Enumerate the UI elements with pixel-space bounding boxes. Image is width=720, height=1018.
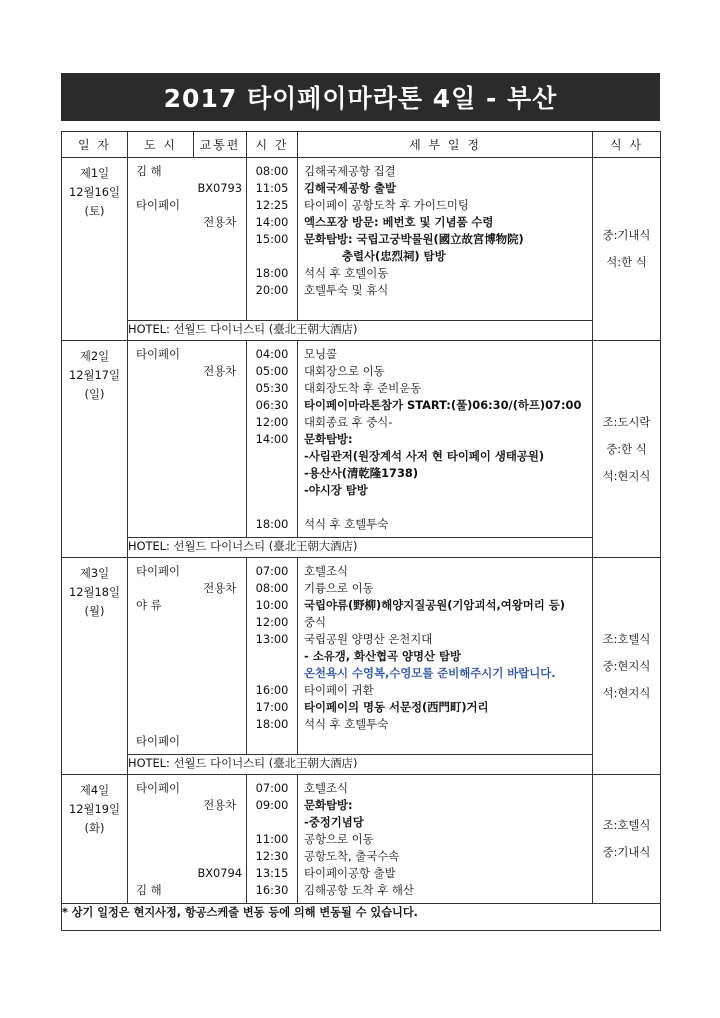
cell-line: 05:30: [255, 381, 289, 395]
city-cell: [128, 558, 194, 755]
detail-line: 대회장도착 후 준비운동: [304, 381, 422, 395]
cell-line: [128, 665, 194, 682]
cell-line: [128, 631, 194, 648]
cell-line: 11:00: [255, 832, 289, 846]
detail-line: 석식 후 호텔투숙: [304, 517, 389, 531]
time-cell: [247, 158, 298, 321]
cell-line: 12:30: [255, 849, 289, 863]
cell-line: 13:00: [255, 632, 289, 646]
transport-cell: [194, 775, 247, 904]
cell-line: 16:30: [255, 883, 289, 897]
meal-item: 조:도시락: [602, 414, 651, 429]
cell-line: 13:15: [255, 866, 289, 880]
cell-line: [247, 248, 297, 265]
day-label-line: 12월17일: [69, 368, 120, 382]
cell-line: [194, 197, 247, 214]
header-city: 도 시: [128, 132, 194, 158]
detail-line: 문화탐방:: [304, 798, 353, 812]
cell-line: [194, 848, 247, 865]
day-label-line: 제2일: [79, 349, 110, 363]
day-label: [62, 558, 128, 775]
cell-line: 20:00: [255, 283, 289, 297]
detail-cell: [298, 158, 593, 321]
meal-cell: [593, 558, 661, 775]
day-label-line: 12월19일: [69, 802, 120, 816]
cell-line: 타이페이: [136, 734, 181, 748]
day-label: [62, 341, 128, 558]
cell-line: 전용차: [203, 215, 237, 229]
cell-line: BX0793: [197, 181, 243, 195]
detail-line: 호텔투숙 및 휴식: [304, 283, 389, 297]
hotel-info: HOTEL: 선월드 다이너스티 (臺北王朝大酒店): [128, 538, 593, 558]
detail-line: 대회장으로 이동: [304, 364, 385, 378]
meal-item: 석:한 식: [606, 255, 647, 269]
cell-line: [128, 282, 194, 299]
detail-line: 공항도착, 출국수속: [304, 849, 400, 863]
hotel-info: HOTEL: 선월드 다이너스티 (臺北王朝大酒店): [128, 321, 593, 341]
cell-line: [128, 716, 194, 733]
meal-cell: [593, 775, 661, 904]
detail-line: 타이페이 공항도착 후 가이드미팅: [304, 198, 469, 212]
cell-line: 12:00: [255, 615, 289, 629]
day-label-line: 제1일: [79, 166, 110, 180]
footnote-row: [62, 904, 661, 931]
day-label-line: 12월18일: [69, 585, 120, 599]
cell-line: [247, 482, 297, 499]
cell-line: 15:00: [255, 232, 289, 246]
cell-line: [247, 448, 297, 465]
meal-item: 중:기내식: [602, 228, 651, 242]
cell-line: [194, 248, 247, 265]
day-row: [62, 341, 661, 538]
cell-line: 14:00: [255, 432, 289, 446]
cell-line: [194, 814, 247, 831]
cell-line: [128, 231, 194, 248]
detail-line: 김해공항 도착 후 해산: [304, 883, 414, 897]
cell-line: 18:00: [255, 717, 289, 731]
day-row: [62, 775, 661, 904]
detail-line: 모닝콜: [304, 347, 338, 361]
footnote: * 상기 일정은 현지사정, 항공스케줄 변동 등에 의해 변동될 수 있습니다.: [62, 904, 661, 931]
detail-line: - 소유갱, 화산협곡 양명산 탐방: [304, 649, 461, 663]
cell-line: [194, 265, 247, 282]
cell-line: 김 해: [136, 883, 162, 897]
day-label-line: 제3일: [79, 566, 110, 580]
detail-line: 중식: [304, 615, 327, 629]
detail-line: 문화탐방: 국립고궁박물원(國立故宮博物院): [304, 232, 524, 246]
cell-line: 전용차: [203, 364, 237, 378]
transport-cell: [194, 158, 247, 321]
day-label-line: (월): [84, 604, 105, 618]
cell-line: [194, 780, 247, 797]
header-transport: 교통편: [194, 132, 247, 158]
cell-line: 07:00: [255, 564, 289, 578]
cell-line: BX0794: [197, 866, 243, 880]
header-time: 시 간: [247, 132, 298, 158]
detail-line: 석식 후 호텔이동: [304, 266, 389, 280]
cell-line: [194, 831, 247, 848]
cell-line: 08:00: [255, 164, 289, 178]
day-label-line: 12월16일: [69, 185, 120, 199]
cell-line: [128, 699, 194, 716]
meal-item: 석:현지식: [602, 468, 651, 483]
cell-line: [128, 214, 194, 231]
itinerary-table: [61, 131, 661, 931]
cell-line: 타이페이: [136, 198, 181, 212]
header-date: 일 자: [62, 132, 128, 158]
cell-line: [128, 831, 194, 848]
detail-cell: [298, 775, 593, 904]
cell-line: 12:00: [255, 415, 289, 429]
detail-cell: [298, 558, 593, 755]
city-cell: [128, 158, 194, 321]
detail-line: 엑스포장 방문: 베번호 및 기념품 수령: [304, 215, 494, 229]
cell-line: [128, 248, 194, 265]
cell-line: [247, 499, 297, 516]
cell-line: 전용차: [203, 798, 237, 812]
header-meal: 식 사: [593, 132, 661, 158]
cell-line: 04:00: [255, 347, 289, 361]
hotel-row: [62, 755, 661, 775]
cell-line: 야 류: [136, 598, 162, 612]
city-cell: [128, 341, 194, 538]
cell-line: 08:00: [255, 581, 289, 595]
meal-item: 중:기내식: [602, 845, 651, 859]
meal-item: 조:호텔식: [602, 818, 651, 832]
cell-line: 김 해: [136, 164, 162, 178]
cell-line: [247, 648, 297, 665]
detail-line: 타이페이마라톤참가 START:(풀)06:30/(하프)07:00: [304, 398, 582, 412]
detail-cell: [298, 341, 593, 538]
time-cell: [247, 558, 298, 755]
meal-cell: [593, 341, 661, 558]
time-cell: [247, 341, 298, 538]
detail-line: 호텔조식: [304, 781, 349, 795]
meal-item: 중:현지식: [602, 658, 651, 673]
detail-line: 타이페이공항 출발: [304, 866, 396, 880]
cell-line: [128, 682, 194, 699]
day-label-line: (일): [84, 387, 105, 401]
cell-line: 18:00: [255, 517, 289, 531]
cell-line: [128, 180, 194, 197]
detail-line: 충렬사(忠烈祠) 탐방: [342, 249, 446, 263]
table-header-row: [62, 132, 661, 158]
transport-cell: [194, 558, 247, 755]
detail-line: 타이페이 귀환: [304, 683, 374, 697]
cell-line: [194, 346, 247, 363]
cell-line: [128, 848, 194, 865]
header-detail: 세 부 일 정: [298, 132, 593, 158]
detail-line: 국립공원 양명산 온천지대: [304, 632, 433, 646]
day-label: [62, 775, 128, 904]
detail-line: 온천욕시 수영복,수영모를 준비해주시기 바랍니다.: [304, 666, 556, 680]
day-label-line: 제4일: [79, 783, 110, 797]
detail-line: -야시장 탐방: [304, 483, 368, 497]
cell-line: [247, 465, 297, 482]
detail-line: 호텔조식: [304, 564, 349, 578]
hotel-row: [62, 321, 661, 341]
cell-line: [247, 814, 297, 831]
cell-line: 11:05: [255, 181, 289, 195]
page-title: 2017 타이페이마라톤 4일 - 부산: [61, 73, 660, 121]
cell-line: 12:25: [255, 198, 289, 212]
detail-line: 대회종료 후 중식-: [304, 415, 393, 429]
meal-item: 석:현지식: [602, 685, 651, 700]
cell-line: [128, 865, 194, 882]
day-row: [62, 558, 661, 755]
transport-cell: [194, 341, 247, 538]
detail-line: [298, 499, 592, 516]
detail-line: -중정기념당: [304, 815, 364, 829]
cell-line: [128, 580, 194, 597]
cell-line: [128, 797, 194, 814]
cell-line: 06:30: [255, 398, 289, 412]
cell-line: 타이페이: [136, 781, 181, 795]
hotel-info: HOTEL: 선월드 다이너스티 (臺北王朝大酒店): [128, 755, 593, 775]
meal-cell: [593, 158, 661, 341]
detail-line: 문화탐방:: [304, 432, 353, 446]
day-row: [62, 158, 661, 321]
cell-line: [194, 563, 247, 580]
cell-line: 10:00: [255, 598, 289, 612]
detail-line: 국립야류(野柳)해양지질공원(기암괴석,여왕머리 등): [304, 598, 565, 612]
cell-line: [128, 265, 194, 282]
cell-line: 05:00: [255, 364, 289, 378]
cell-line: [247, 665, 297, 682]
cell-line: [194, 282, 247, 299]
cell-line: 18:00: [255, 266, 289, 280]
detail-line: 김해국제공항 출발: [304, 181, 396, 195]
cell-line: 타이페이: [136, 347, 181, 361]
cell-line: [194, 231, 247, 248]
day-label: [62, 158, 128, 341]
cell-line: 전용차: [203, 581, 237, 595]
detail-line: 김해국제공항 집결: [304, 164, 396, 178]
detail-line: 기륭으로 이동: [304, 581, 374, 595]
cell-line: [128, 814, 194, 831]
time-cell: [247, 775, 298, 904]
detail-line: 석식 후 호텔투숙: [304, 717, 389, 731]
cell-line: 07:00: [255, 781, 289, 795]
cell-line: [194, 882, 247, 899]
cell-line: [194, 163, 247, 180]
cell-line: 09:00: [255, 798, 289, 812]
detail-line: 공항으로 이동: [304, 832, 374, 846]
day-label-line: (토): [84, 204, 105, 218]
city-cell: [128, 775, 194, 904]
cell-line: 17:00: [255, 700, 289, 714]
detail-line: 타이페이의 명동 서문정(西門町)거리: [304, 700, 489, 714]
cell-line: [128, 648, 194, 665]
cell-line: 16:00: [255, 683, 289, 697]
cell-line: [128, 299, 194, 316]
cell-line: 14:00: [255, 215, 289, 229]
meal-item: 조:호텔식: [602, 631, 651, 646]
cell-line: [194, 299, 247, 316]
cell-line: 타이페이: [136, 564, 181, 578]
cell-line: [128, 614, 194, 631]
itinerary-body: [62, 158, 661, 904]
meal-item: 중:한 식: [606, 441, 647, 456]
detail-line: -사림관저(원장계석 사저 현 타이페이 생태공원): [304, 449, 545, 463]
day-label-line: (화): [84, 821, 105, 835]
hotel-row: [62, 538, 661, 558]
detail-line: -용산사(清乾隆1738): [304, 466, 419, 480]
